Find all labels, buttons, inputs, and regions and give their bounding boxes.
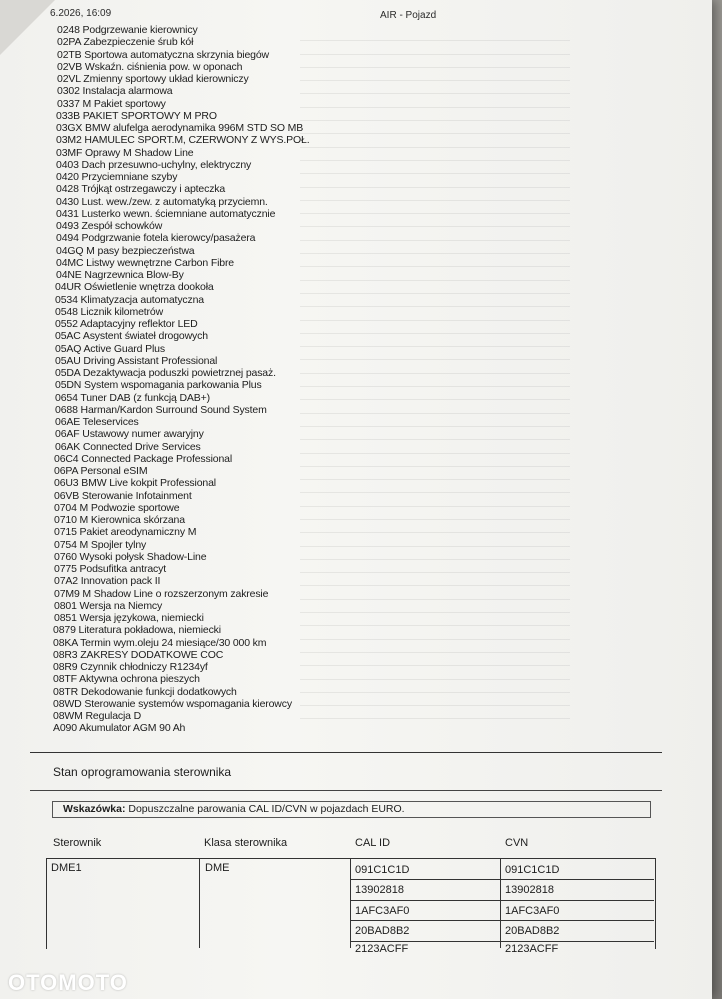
cal-id-cell: 091C1C1D	[355, 864, 410, 876]
equipment-option: 06AF Ustawowy numer awaryjny	[55, 428, 204, 441]
cvn-cell: 13902818	[505, 884, 554, 896]
table-column-divider	[199, 858, 200, 948]
equipment-option: 04NE Nagrzewnica Blow-By	[56, 269, 184, 281]
column-header-controller-class: Klasa sterownika	[204, 837, 288, 849]
equipment-option: 05DA Dezaktywacja poduszki powietrznej pasaż.	[55, 367, 276, 379]
equipment-option: 07M9 M Shadow Line o rozszerzonym zakresie	[54, 587, 269, 600]
controller-class: DME	[205, 862, 230, 874]
equipment-option: 08WM Regulacja D	[53, 710, 142, 722]
equipment-option: 0704 M Podwozie sportowe	[54, 501, 180, 514]
equipment-option: 07A2 Innovation pack II	[54, 575, 161, 588]
equipment-option: 0248 Podgrzewanie kierownicy	[57, 24, 198, 36]
equipment-option: 0494 Podgrzwanie fotela kierowcy/pasażera	[56, 232, 256, 245]
section-title: Stan oprogramowania sterownika	[53, 765, 232, 779]
equipment-option: 06VB Sterowanie Infotainment	[54, 489, 192, 502]
equipment-option: 0420 Przyciemniane szyby	[56, 171, 178, 183]
print-date: 6.2026, 16:09	[50, 8, 112, 19]
equipment-option: 04UR Oświetlenie wnętrza dookoła	[55, 281, 214, 294]
equipment-option: 08WD Sterowanie systemów wspomagania kierowcy	[53, 697, 292, 710]
equipment-option: 05AU Driving Assistant Professional	[55, 354, 218, 367]
equipment-option: 0428 Trójkąt ostrzegawczy i apteczka	[56, 183, 226, 196]
equipment-option: 02VB Wskaźn. ciśnienia pow. w oponach	[57, 60, 243, 73]
table-column-divider	[500, 858, 501, 948]
section-divider-bottom	[30, 790, 662, 791]
equipment-option: 06AK Connected Drive Services	[55, 440, 201, 453]
equipment-option: 06U3 BMW Live kokpit Professional	[54, 477, 216, 490]
equipment-option: 0688 Harman/Kardon Surround Sound System	[55, 403, 267, 416]
equipment-option: 06AE Teleservices	[55, 416, 139, 428]
equipment-option: 0710 M Kierownica skórzana	[54, 514, 185, 526]
equipment-option: 0534 Klimatyzacja automatyczna	[55, 293, 204, 306]
equipment-option: A090 Akumulator AGM 90 Ah	[53, 722, 186, 735]
hint-label: Wskazówka:	[63, 803, 126, 815]
equipment-options-list	[53, 24, 377, 735]
column-header-cvn: CVN	[505, 837, 529, 849]
equipment-option: 03MF Oprawy M Shadow Line	[56, 146, 194, 159]
equipment-option: 05DN System wspomagania parkowania Plus	[55, 379, 262, 392]
section-divider-top	[30, 752, 662, 753]
equipment-option: 0337 M Pakiet sportowy	[57, 97, 166, 110]
document-title: AIR - Pojazd	[380, 10, 437, 21]
equipment-option: 04MC Listwy wewnętrzne Carbon Fibre	[56, 256, 234, 269]
table-row-divider	[350, 879, 654, 880]
column-header-cal-id: CAL ID	[355, 837, 391, 849]
equipment-option: 08R3 ZAKRESY DODATKOWE COC	[53, 648, 224, 661]
equipment-option: 08TR Dekodowanie funkcji dodatkowych	[53, 685, 237, 698]
equipment-option: 0431 Lusterko wewn. ściemniane automatycznie	[56, 207, 276, 220]
equipment-option: 0403 Dach przesuwno-uchylny, elektryczny	[56, 158, 252, 171]
table-row-divider	[350, 941, 654, 942]
equipment-option: 06PA Personal eSIM	[54, 465, 148, 477]
equipment-option: 08R9 Czynnik chłodniczy R1234yf	[53, 661, 208, 673]
equipment-option: 08TF Aktywna ochrona pieszych	[53, 673, 200, 686]
equipment-option: 0760 Wysoki połysk Shadow-Line	[54, 550, 207, 563]
cal-id-cell: 1AFC3AF0	[355, 905, 410, 917]
otomoto-watermark: OTOMOTO	[8, 970, 128, 995]
equipment-option: 0493 Zespół schowków	[56, 220, 163, 232]
equipment-option: 0548 Licznik kilometrów	[55, 305, 164, 318]
equipment-option: 08KA Termin wym.oleju 24 miesiące/30 000 km	[53, 636, 267, 649]
column-header-controller: Sterownik	[53, 837, 102, 849]
equipment-option: 0754 M Spojler tylny	[54, 538, 147, 551]
cvn-cell: 091C1C1D	[505, 864, 560, 876]
equipment-option: 06C4 Connected Package Professional	[54, 452, 233, 465]
equipment-option: 0879 Literatura pokładowa, niemiecki	[53, 624, 221, 637]
hint-text: Dopuszczalne parowania CAL ID/CVN w pojazdach EURO.	[125, 803, 405, 815]
cvn-cell: 1AFC3AF0	[505, 905, 560, 917]
controller-name: DME1	[51, 862, 82, 874]
hint-box	[52, 801, 651, 818]
table-row-divider	[350, 900, 654, 901]
software-table	[46, 858, 656, 955]
equipment-option: 0552 Adaptacyjny reflektor LED	[55, 318, 198, 330]
table-row-divider	[350, 920, 654, 921]
equipment-option: 04GQ M pasy bezpieczeństwa	[56, 244, 195, 257]
equipment-option: 0801 Wersja na Niemcy	[54, 599, 163, 612]
equipment-option: 02VL Zmienny sportowy układ kierowniczy	[57, 73, 249, 85]
equipment-option: 033B PAKIET SPORTOWY M PRO	[56, 109, 217, 122]
equipment-option: 0302 Instalacja alarmowa	[57, 85, 173, 98]
equipment-option: 02PA Zabezpieczenie śrub kół	[57, 36, 194, 49]
equipment-option: 05AC Asystent świateł drogowych	[55, 330, 208, 343]
cal-id-cell-cut: 2123ACFF	[355, 943, 409, 955]
equipment-option: 0775 Podsufitka antracyt	[54, 563, 166, 575]
equipment-option: 02TB Sportowa automatyczna skrzynia biegów	[57, 48, 269, 61]
equipment-option: 05AQ Active Guard Plus	[55, 342, 165, 355]
equipment-option: 03M2 HAMULEC SPORT.M, CZERWONY Z WYS.POŁ.	[56, 134, 310, 147]
cal-id-cell: 20BAD8B2	[355, 925, 410, 937]
cvn-cell: 20BAD8B2	[505, 925, 560, 937]
equipment-option: 0715 Pakiet areodynamiczny M	[54, 526, 197, 539]
cal-id-cell: 13902818	[355, 884, 404, 896]
table-column-divider	[350, 858, 351, 948]
equipment-option: 03GX BMW alufelga aerodynamika 996M STD SO MB	[56, 122, 304, 134]
cvn-cell-cut: 2123ACFF	[505, 943, 559, 955]
equipment-option: 0851 Wersja językowa, niemiecki	[54, 612, 204, 624]
equipment-option: 0430 Lust. wew./zew. z automatyką przyciemn.	[56, 195, 268, 208]
folded-corner	[0, 0, 55, 55]
equipment-option: 0654 Tuner DAB (z funkcją DAB+)	[55, 391, 210, 404]
